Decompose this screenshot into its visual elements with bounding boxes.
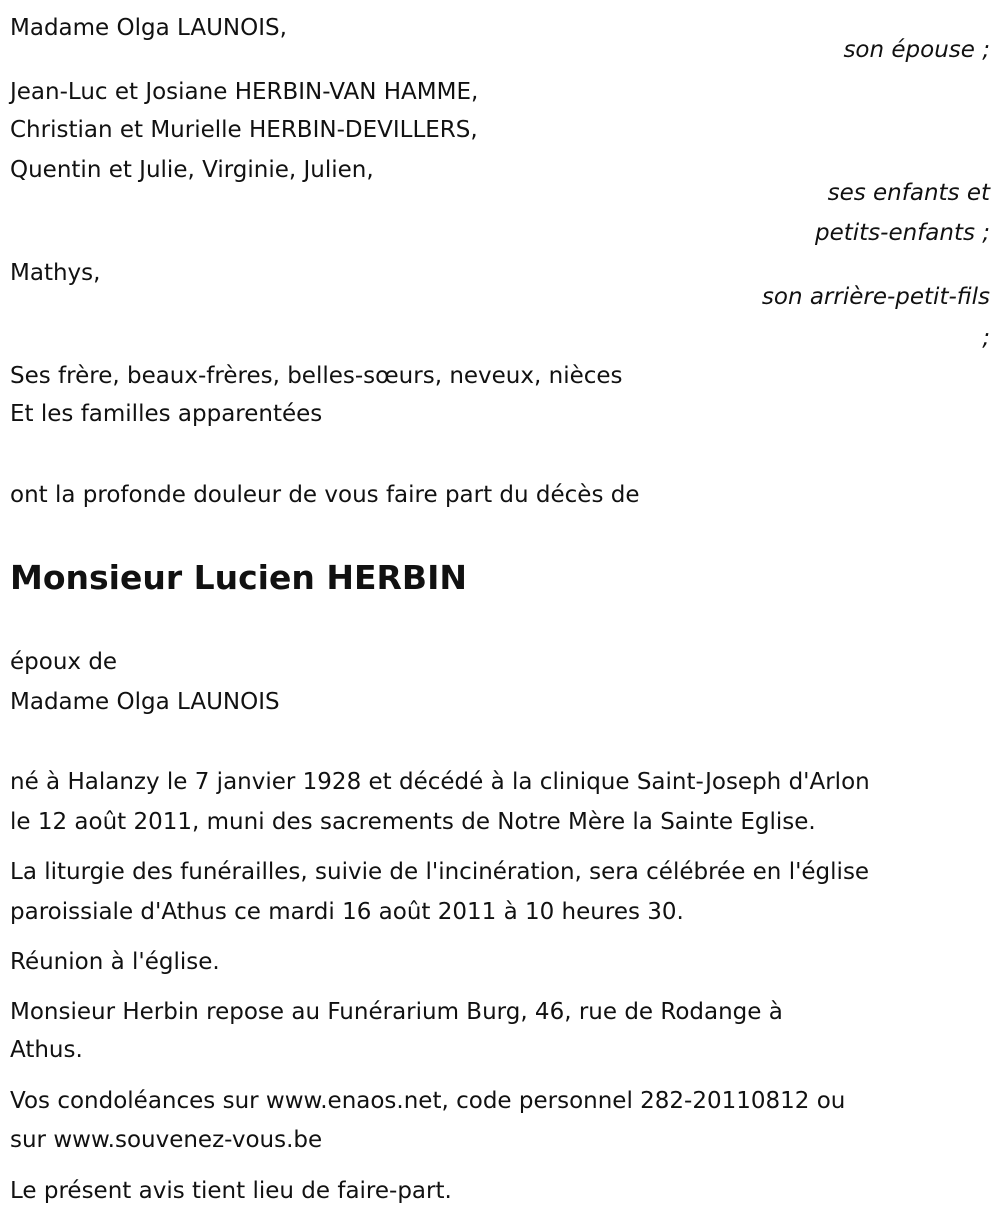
- children-line: Jean-Luc et Josiane HERBIN-VAN HAMME,: [10, 79, 479, 105]
- paragraph-line: Vos condoléances sur www.enaos.net, code personnel 282-20110812 ou: [10, 1088, 846, 1114]
- paragraph-line: La liturgie des funérailles, suivie de l'incinération, sera célébrée en l'église: [10, 859, 870, 885]
- great-grandchild: Mathys,: [10, 260, 101, 286]
- paragraph-line: né à Halanzy le 7 janvier 1928 et décédé à la clinique Saint-Joseph d'Arlon: [10, 769, 870, 795]
- paragraph-line: Athus.: [10, 1037, 83, 1063]
- great-grandchild-role: son arrière-petit-fils: [761, 284, 990, 310]
- children-role: ses enfants et: [827, 180, 990, 206]
- paragraph-line: Réunion à l'église.: [10, 949, 220, 975]
- others-line: Ses frère, beaux-frères, belles-sœurs, neveux, nièces: [10, 363, 623, 389]
- spouse-of-name: Madame Olga LAUNOIS: [10, 689, 280, 715]
- great-grandchild-role-end: ;: [982, 325, 990, 351]
- children-line: Christian et Murielle HERBIN-DEVILLERS,: [10, 117, 478, 143]
- paragraph-line: paroissiale d'Athus ce mardi 16 août 2011 à 10 heures 30.: [10, 899, 684, 925]
- children-line: Quentin et Julie, Virginie, Julien,: [10, 157, 374, 183]
- deceased-name: Monsieur Lucien HERBIN: [10, 558, 467, 597]
- spouse-role: son épouse ;: [843, 37, 990, 63]
- paragraph-line: Monsieur Herbin repose au Funérarium Burg, 46, rue de Rodange à: [10, 999, 783, 1025]
- paragraph-line: sur www.souvenez-vous.be: [10, 1127, 323, 1153]
- announcement: ont la profonde douleur de vous faire part du décès de: [10, 482, 640, 508]
- children-role: petits-enfants ;: [814, 220, 990, 246]
- others-line: Et les familles apparentées: [10, 401, 323, 427]
- spouse-of-label: époux de: [10, 649, 118, 675]
- paragraph-line: le 12 août 2011, muni des sacrements de Notre Mère la Sainte Eglise.: [10, 809, 816, 835]
- paragraph-line: Le présent avis tient lieu de faire-part.: [10, 1178, 452, 1204]
- spouse-name: Madame Olga LAUNOIS,: [10, 15, 287, 41]
